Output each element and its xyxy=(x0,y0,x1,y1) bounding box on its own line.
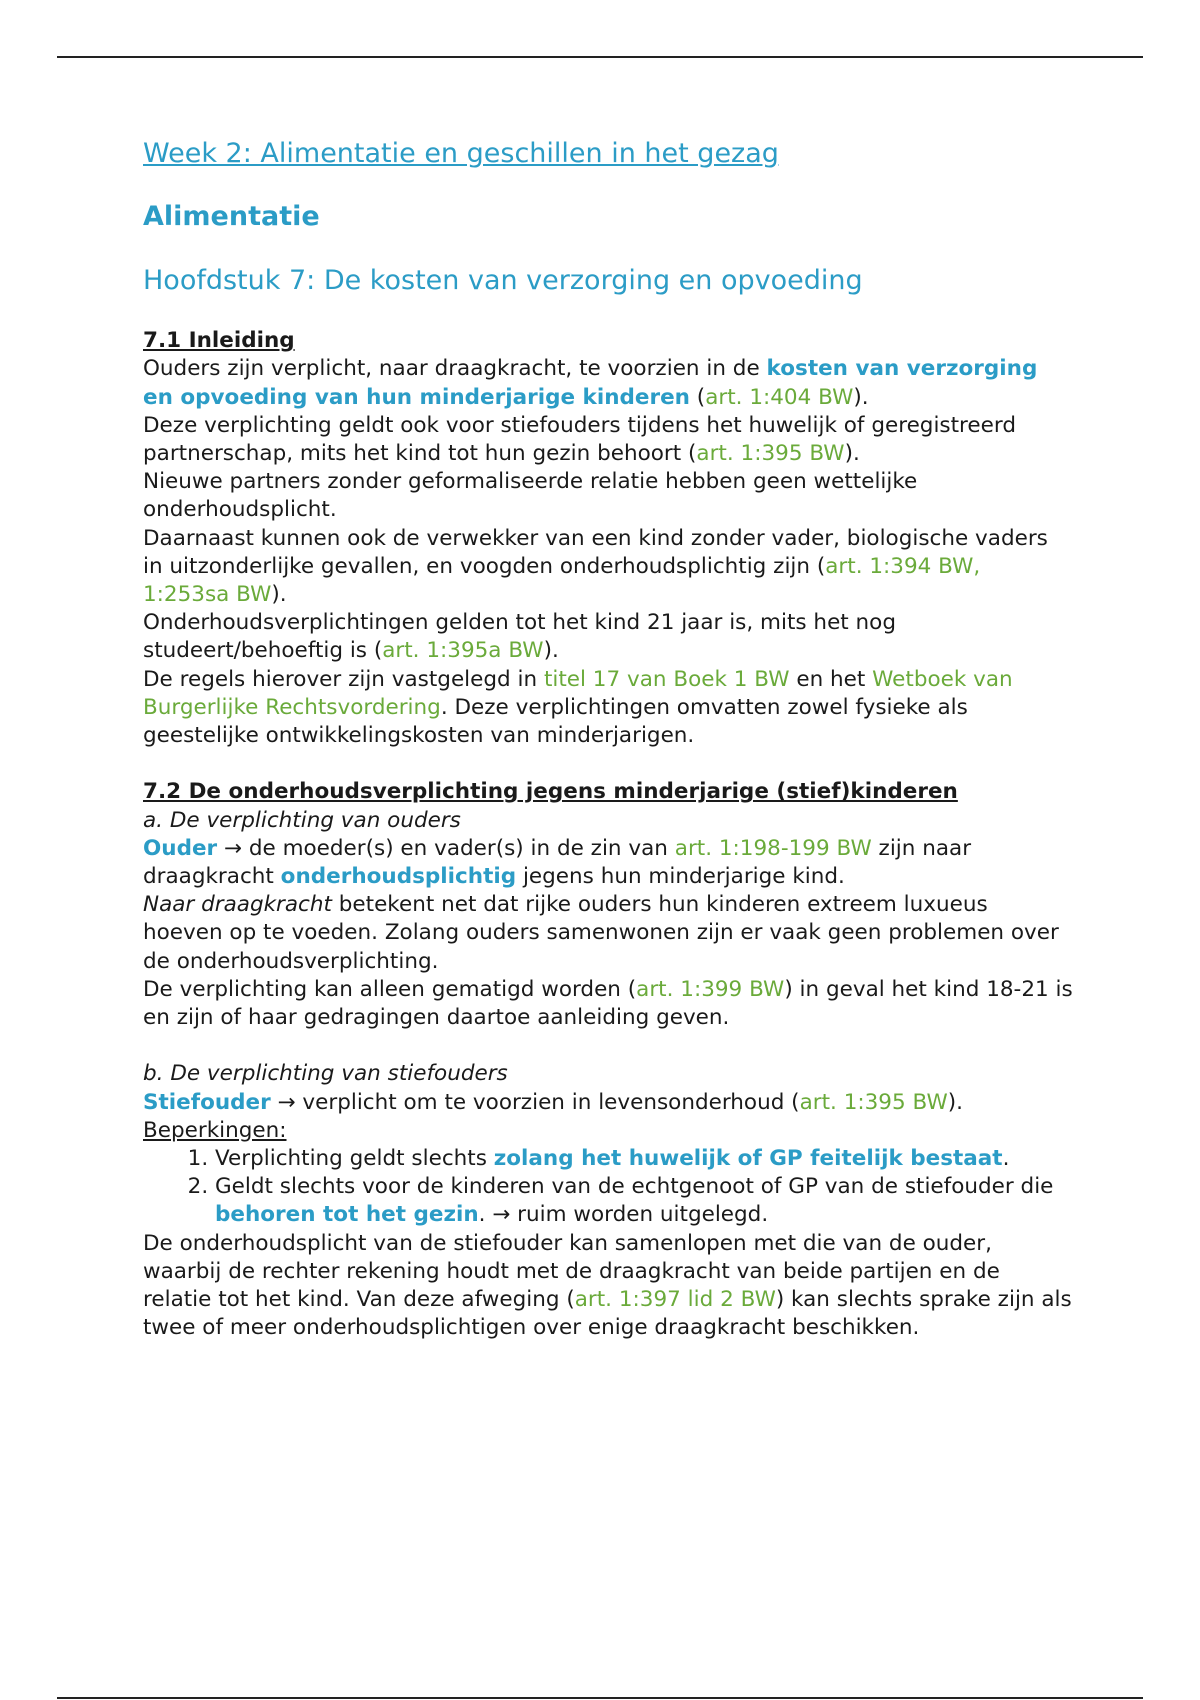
text: zijn naar draagkracht xyxy=(143,835,972,890)
text: Daarnaast kunnen ook de verwekker van een kind zonder vader, biologische vaders in uitzonderlijke gevallen, en voogden onderhoudsplichtig zijn ( xyxy=(143,525,1048,579)
restrictions-label: Beperkingen: xyxy=(143,1117,287,1143)
section-title: 7.2 De onderhoudsverplichting jegens minderjarige (stief)kinderen xyxy=(143,779,958,805)
text: → de moeder(s) en vader(s) in de zin van xyxy=(217,835,675,861)
paragraph xyxy=(143,891,1073,976)
paragraph xyxy=(143,976,1073,1032)
text: . Deze verplichtingen omvatten zowel fysieke als geestelijke ontwikkelingskosten van minderjarigen. xyxy=(143,694,968,749)
highlight: Ouder xyxy=(143,835,218,861)
highlight: onderhoudsplichtig xyxy=(280,864,517,890)
text: en het xyxy=(789,666,873,692)
section-title: 7.1 Inleiding xyxy=(143,328,295,354)
italic-text: Naar draagkracht xyxy=(143,892,332,918)
law-reference: art. 1:404 BW xyxy=(705,384,854,410)
top-rule xyxy=(57,56,1143,58)
highlight: zolang het huwelijk of GP feitelijk bestaat xyxy=(493,1146,1003,1172)
document-title[interactable]: Week 2: Alimentatie en geschillen in het gezag xyxy=(143,138,779,169)
law-reference: art. 1:395a BW xyxy=(382,638,544,664)
paragraph: Nieuwe partners zonder geformaliseerde relatie hebben geen wettelijke onderhoudsplicht. xyxy=(143,469,918,523)
paragraph xyxy=(143,666,1073,751)
text: Geldt slechts voor de kinderen van de echtgenoot of GP van de stiefouder die xyxy=(215,1174,1054,1200)
law-reference: art. 1:395 BW xyxy=(799,1089,948,1115)
law-reference: Wetboek van Burgerlijke Rechtsvordering xyxy=(143,666,1013,720)
subsection-title: a. De verplichting van ouders xyxy=(143,807,461,833)
text: De onderhoudsplicht van de stiefouder kan samenlopen met die van de ouder, waarbij de rechter rekening houdt met de draagkracht van beide partijen en de relatie tot het kind. Van deze afweging ( xyxy=(143,1230,1000,1313)
spacer xyxy=(143,750,1073,778)
text: → verplicht om te voorzien in levensonderhoud ( xyxy=(270,1089,800,1115)
text: Deze verplichting geldt ook voor stiefouders tijdens het huwelijk of geregistreerd partnerschap, mits het kind tot hun gezin behoort ( xyxy=(143,412,1016,466)
highlight: Stiefouder xyxy=(143,1089,271,1115)
paragraph xyxy=(143,412,1073,468)
paragraph xyxy=(143,1089,1073,1117)
restrictions-list xyxy=(143,1145,1073,1230)
law-reference: art. 1:394 BW, 1:253sa BW xyxy=(143,553,981,607)
highlight: kosten van verzorging en opvoeding van hun minderjarige kinderen xyxy=(143,356,1038,410)
law-reference: art. 1:395 BW xyxy=(696,440,845,466)
paragraph xyxy=(143,525,1073,610)
text: Verplichting geldt slechts xyxy=(215,1146,494,1172)
paragraph xyxy=(143,609,1073,665)
text: jegens hun minderjarige kind. xyxy=(516,864,845,890)
paragraph xyxy=(143,1230,1073,1343)
text: ). xyxy=(543,638,559,664)
text: Ouders zijn verplicht, naar draagkracht, te voorzien in de xyxy=(143,356,767,382)
text: De verplichting kan alleen gematigd worden ( xyxy=(143,976,637,1002)
chapter-heading: Hoofdstuk 7: De kosten van verzorging en opvoeding xyxy=(143,264,863,296)
text: . xyxy=(1002,1146,1010,1172)
paragraph xyxy=(143,835,1073,891)
subsection-title: b. De verplichting van stiefouders xyxy=(143,1061,508,1087)
text: ). xyxy=(853,384,869,410)
heading-alimentatie: Alimentatie xyxy=(143,201,320,233)
section-7-1 xyxy=(143,327,1073,1342)
text: . → ruim worden uitgelegd. xyxy=(478,1202,769,1228)
list-item xyxy=(215,1173,1073,1229)
text: ) in geval het kind 18-21 is en zijn of haar gedragingen daartoe aanleiding geven. xyxy=(143,976,1073,1031)
text: De regels hierover zijn vastgelegd in xyxy=(143,666,544,692)
law-reference: art. 1:198-199 BW xyxy=(674,835,872,861)
highlight: behoren tot het gezin xyxy=(215,1202,479,1228)
text: ). xyxy=(947,1089,963,1115)
law-reference: titel 17 van Boek 1 BW xyxy=(543,666,790,692)
text: ). xyxy=(271,582,287,607)
spacer xyxy=(143,1032,1073,1060)
bottom-rule xyxy=(57,1697,1143,1699)
text: ) kan slechts sprake zijn als twee of meer onderhoudsplichtigen over enige draagkracht beschikken. xyxy=(143,1287,1072,1341)
text: ). xyxy=(844,440,860,466)
text: betekent net dat rijke ouders hun kinderen extreem luxueus hoeven op te voeden. Zolang ouders samenwonen zijn er vaak geen problemen over de onderhoudsverplichting. xyxy=(143,892,1059,974)
list-item xyxy=(215,1145,1073,1173)
law-reference: art. 1:399 BW xyxy=(636,976,785,1002)
text: ( xyxy=(689,384,706,410)
paragraph xyxy=(143,355,1073,411)
text: Onderhoudsverplichtingen gelden tot het kind 21 jaar is, mits het nog studeert/behoeftig is ( xyxy=(143,610,896,664)
law-reference: art. 1:397 lid 2 BW xyxy=(574,1287,776,1313)
document-body xyxy=(143,138,1073,1342)
